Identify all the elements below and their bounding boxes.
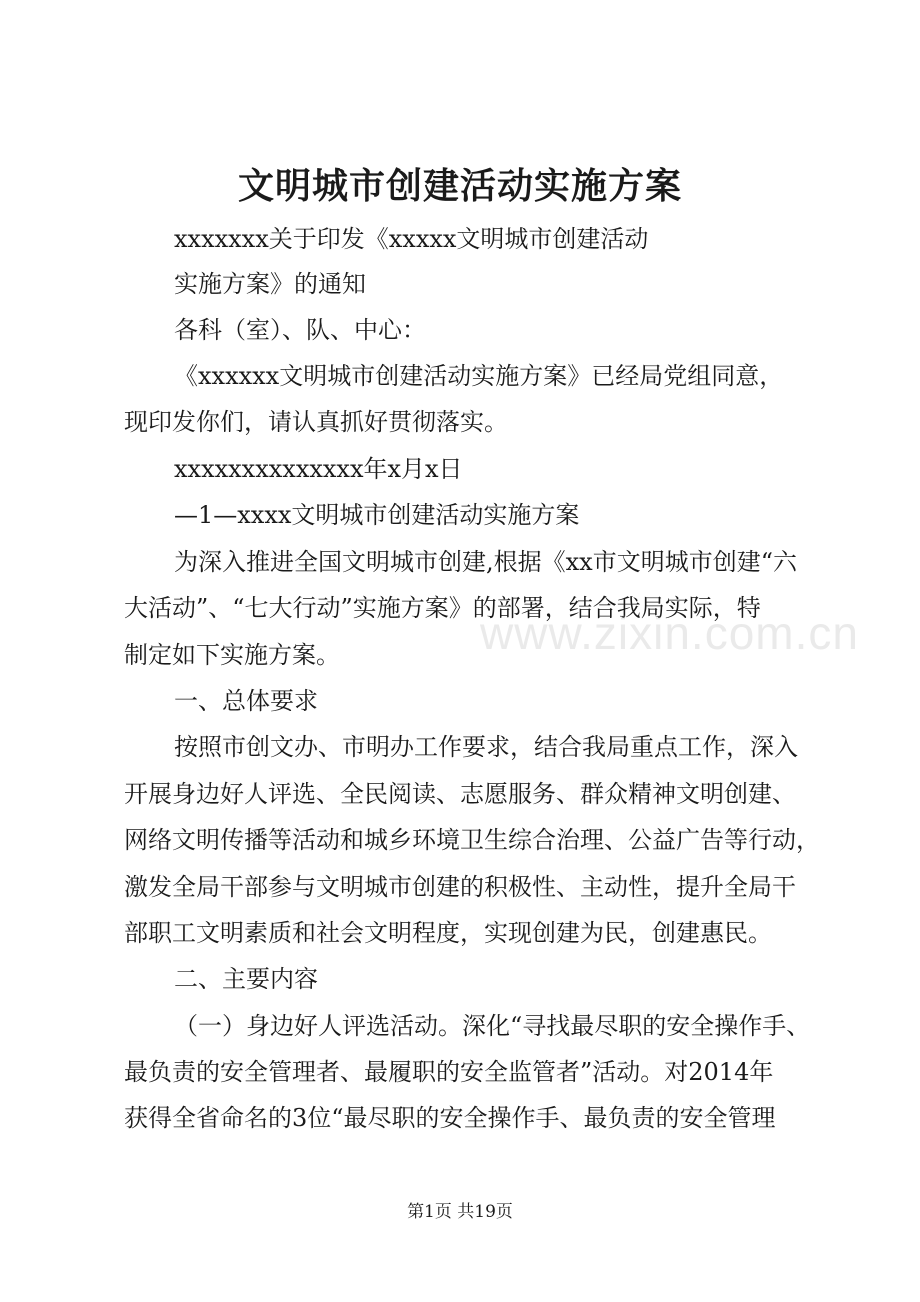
body-text-line: 按照市创文办、市明办工作要求，结合我局重点工作，深入 (174, 733, 798, 761)
document-title: 文明城市创建活动实施方案 (237, 165, 682, 207)
body-text-line: 《xxxxxx文明城市创建活动实施方案》已经局党组同意， (174, 362, 784, 390)
page-footer: 第1页 共19页 (407, 1202, 513, 1222)
notice-heading-line-1: xxxxxxx关于印发《xxxxx文明城市创建活动 (174, 225, 649, 253)
body-text-line: 现印发你们，请认真抓好贯彻落实。 (124, 408, 508, 436)
body-text-line: 最负责的安全管理者、最履职的安全监管者”活动。对2014年 (124, 1058, 774, 1086)
watermark: www.zixin.com.cn (480, 607, 859, 659)
heading-overall-requirements: 一、总体要求 (174, 687, 318, 715)
body-text-line: 部职工文明素质和社会文明程度，实现创建为民，创建惠民。 (124, 919, 772, 947)
section-title: —1—xxxx文明城市创建活动实施方案 (174, 501, 580, 529)
notice-heading-line-2: 实施方案》的通知 (174, 270, 366, 298)
heading-main-content: 二、主要内容 (174, 965, 318, 993)
body-text-line: 大活动”、“七大行动”实施方案》的部署，结合我局实际，特 (124, 594, 761, 622)
body-text-line: 获得全省命名的3位“最尽职的安全操作手、最负责的安全管理 (124, 1104, 776, 1132)
body-text-line: 为深入推进全国文明城市创建,根据《xx市文明城市创建“六 (174, 548, 797, 576)
date-line: xxxxxxxxxxxxxx年x月x日 (174, 455, 463, 483)
addressee: 各科（室）、队、中心： (174, 316, 426, 344)
body-text-line: 网络文明传播等活动和城乡环境卫生综合治理、公益广告等行动， (124, 826, 820, 854)
body-text-line: 开展身边好人评选、全民阅读、志愿服务、群众精神文明创建、 (124, 780, 796, 808)
body-text-line: 制定如下实施方案。 (124, 641, 340, 669)
body-text-line: （一）身边好人评选活动。深化“寻找最尽职的安全操作手、 (174, 1012, 811, 1040)
body-text-line: 激发全局干部参与文明城市创建的积极性、主动性，提升全局干 (124, 873, 796, 901)
